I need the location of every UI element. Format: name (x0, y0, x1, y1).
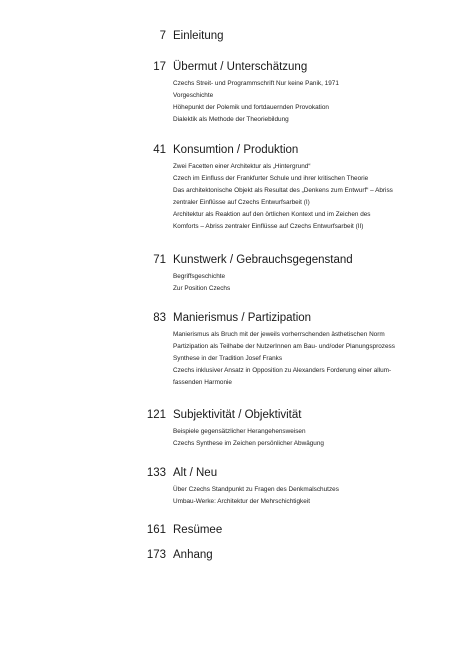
chapter-heading (0, 522, 458, 538)
toc-chapter (0, 522, 458, 538)
chapter-heading (0, 142, 458, 158)
chapter-page-number: 161 (146, 524, 166, 536)
chapter-title: Subjektivität / Objektivität (173, 409, 302, 421)
chapter-title: Anhang (173, 549, 213, 561)
subsection-item: Czechs Synthese im Zeichen persönlicher Abwägung (173, 440, 324, 448)
subsection-list (173, 426, 458, 450)
chapter-title: Übermut / Unterschätzung (173, 61, 308, 73)
subsection-item: Komforts – Abriss zentraler Einflüsse auf Czechs Entwurfsarbeit (II) (173, 223, 364, 231)
subsection-item: Czechs inklusiver Ansatz in Opposition zu Alexanders Forderung einer allum- (173, 367, 392, 375)
subsection-item: Zur Position Czechs (173, 285, 231, 293)
subsection-item: Architektur als Reaktion auf den örtlichen Kontext und im Zeichen des (173, 211, 371, 219)
chapter-title: Resümee (173, 524, 223, 536)
subsection-list (173, 78, 458, 126)
subsection-list (173, 329, 458, 389)
chapter-page-number: 17 (153, 61, 166, 73)
chapter-heading (0, 465, 458, 481)
chapter-heading (0, 28, 458, 44)
subsection-item: Über Czechs Standpunkt zu Fragen des Denkmalschutzes (173, 486, 339, 493)
chapter-page-number: 133 (146, 467, 166, 479)
chapter-title: Einleitung (173, 30, 224, 42)
subsection-list (173, 484, 458, 508)
subsection-item: Höhepunkt der Polemik und fortdauernden Provokation (173, 104, 329, 112)
chapter-heading (0, 252, 458, 268)
chapter-page-number: 83 (153, 312, 166, 324)
toc-chapter (0, 142, 458, 231)
subsection-item: fassenden Harmonie (173, 379, 232, 387)
toc-chapter (0, 310, 458, 387)
toc-chapter (0, 465, 458, 506)
chapter-title: Kunstwerk / Gebrauchsgegenstand (173, 254, 353, 266)
toc-chapter (0, 28, 458, 44)
subsection-item: Partizipation als Teilhabe der NutzerInnen am Bau- und/oder Planungsprozess (173, 343, 395, 351)
subsection-item: Czechs Streit- und Programmschrift Nur keine Panik, 1971 (173, 80, 339, 87)
chapter-page-number: 121 (146, 409, 166, 421)
subsection-item: Beispiele gegensätzlicher Herangehensweisen (173, 428, 306, 435)
toc-chapter (0, 59, 458, 124)
chapter-heading (0, 547, 458, 563)
subsection-item: Zwei Facetten einer Architektur als „Hintergrund“ (173, 163, 311, 170)
toc-chapter (0, 547, 458, 563)
subsection-item: Manierismus als Bruch mit der jeweils vorherrschenden ästhetischen Norm (173, 331, 385, 338)
subsection-item: Czech im Einfluss der Frankfurter Schule und ihrer kritischen Theorie (173, 175, 369, 183)
subsection-item: Das architektonische Objekt als Resultat des „Denkens zum Entwurf“ – Abriss (173, 187, 393, 195)
subsection-item: Dialektik als Methode der Theoriebildung (173, 116, 289, 124)
chapter-title: Manierismus / Partizipation (173, 312, 312, 324)
chapter-heading (0, 59, 458, 75)
chapter-title: Konsumtion / Produktion (173, 144, 299, 156)
toc-chapter (0, 407, 458, 448)
chapter-page-number: 7 (159, 30, 166, 42)
subsection-list (173, 161, 458, 234)
subsection-list (173, 271, 458, 295)
subsection-item: Vorgeschichte (173, 92, 214, 100)
chapter-heading (0, 407, 458, 423)
subsection-item: Umbau-Werke: Architektur der Mehrschichtigkeit (173, 498, 310, 506)
toc-chapter (0, 252, 458, 293)
subsection-item: Begriffsgeschichte (173, 273, 226, 280)
chapter-page-number: 173 (146, 549, 166, 561)
chapter-page-number: 41 (153, 144, 166, 156)
chapter-heading (0, 310, 458, 326)
subsection-item: zentraler Einflüsse auf Czechs Entwurfsarbeit (I) (173, 199, 310, 207)
chapter-page-number: 71 (153, 254, 166, 266)
chapter-title: Alt / Neu (173, 467, 218, 479)
subsection-item: Synthese in der Tradition Josef Franks (173, 355, 283, 363)
